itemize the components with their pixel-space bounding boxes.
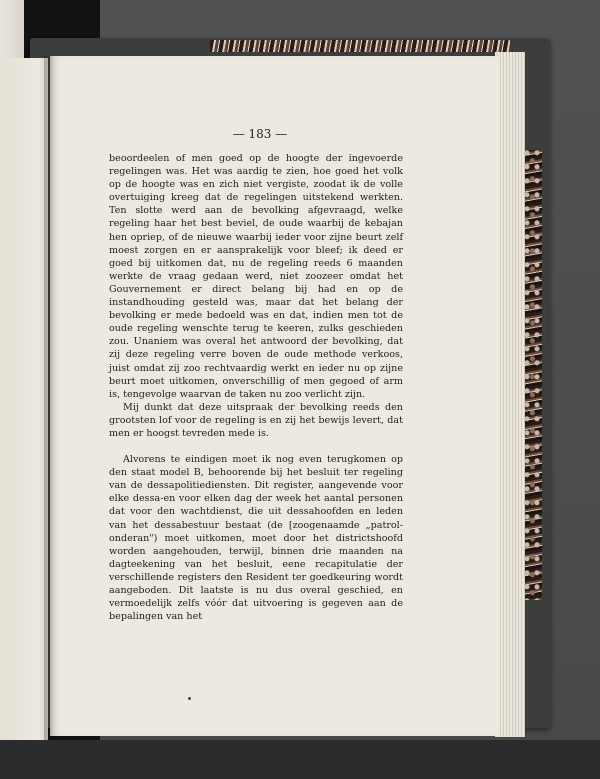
paragraph: Alvorens te eindigen moet ik nog even terugkomen op den staat model B, behoorende bij het besluit ter regeling van de dessapolitiediensten. Dit register, aangevende voor elke dessa-en voor elken dag der week het aantal personen dat voor den wachtdienst, die uit dessahoofden en leden van het dessabestuur bestaat (de [zoogenaamde „patrol-onderan") moet uitkomen, moet door het districtshoofd worden aangehouden, terwijl, binnen drie maanden na dagteekening van het besluit, eene recapitulatie der verschillende registers den Resident ter goedkeuring wordt aangeboden. Dit laatste is nu dus overal geschied, en vermoedelijk zelfs vóór dat uitvoering is gegeven aan de bepalingen van het [109, 454, 403, 623]
gutter-shadow [44, 56, 54, 740]
page-mark-dot [188, 697, 191, 700]
background-bottom [0, 740, 600, 779]
paragraph: Mij dunkt dat deze uitspraak der bevolking reeds den grootsten lof voor de regeling is en zij het bewijs levert, dat men er hoogst tevreden mede is. [109, 401, 403, 439]
marbled-edge-side [524, 150, 542, 600]
marbled-edge-top [210, 40, 510, 52]
paragraph: beoordeelen of men goed op de hoogte der ingevoerde regelingen was. Het was aardig te zien, hoe goed het volk op de hoogte was en zich niet vergiste, zoodat ik de volle overtuiging kreeg dat de regelingen uitstekend werkten. Ten slotte werd aan de bevolking afgevraagd, welke regeling haar het best beviel, de oude waarbij de kebajan hen opriep, of de nieuwe waarbij ieder voor zijne beurt zelf moest zorgen en er aansprakelijk voor bleef; ik deed er goed bij uitkomen dat, nu de regeling reeds 6 maanden werkte de vraag gedaan werd, niet zoozeer omdat het Gouvernement er direct belang bij had en op de instandhouding gesteld was, maar dat het belang der bevolking er mede bedoeld was en dat, indien men tot de oude regeling wenschte terug te keeren, zulks geschieden zou. Unaniem was overal het antwoord der bevolking, dat zij deze regeling verre boven de oude methode verkoos, juist omdat zij zoo rechtvaardig werkt en ieder nu op zijne beurt moet uitkomen, onverschillig of men gegoed of arm is, tengevolge waarvan de taken nu zoo verlicht zijn. [109, 153, 403, 400]
page-number: — 183 — [232, 127, 288, 141]
page-text [109, 152, 403, 623]
left-page [0, 58, 48, 740]
